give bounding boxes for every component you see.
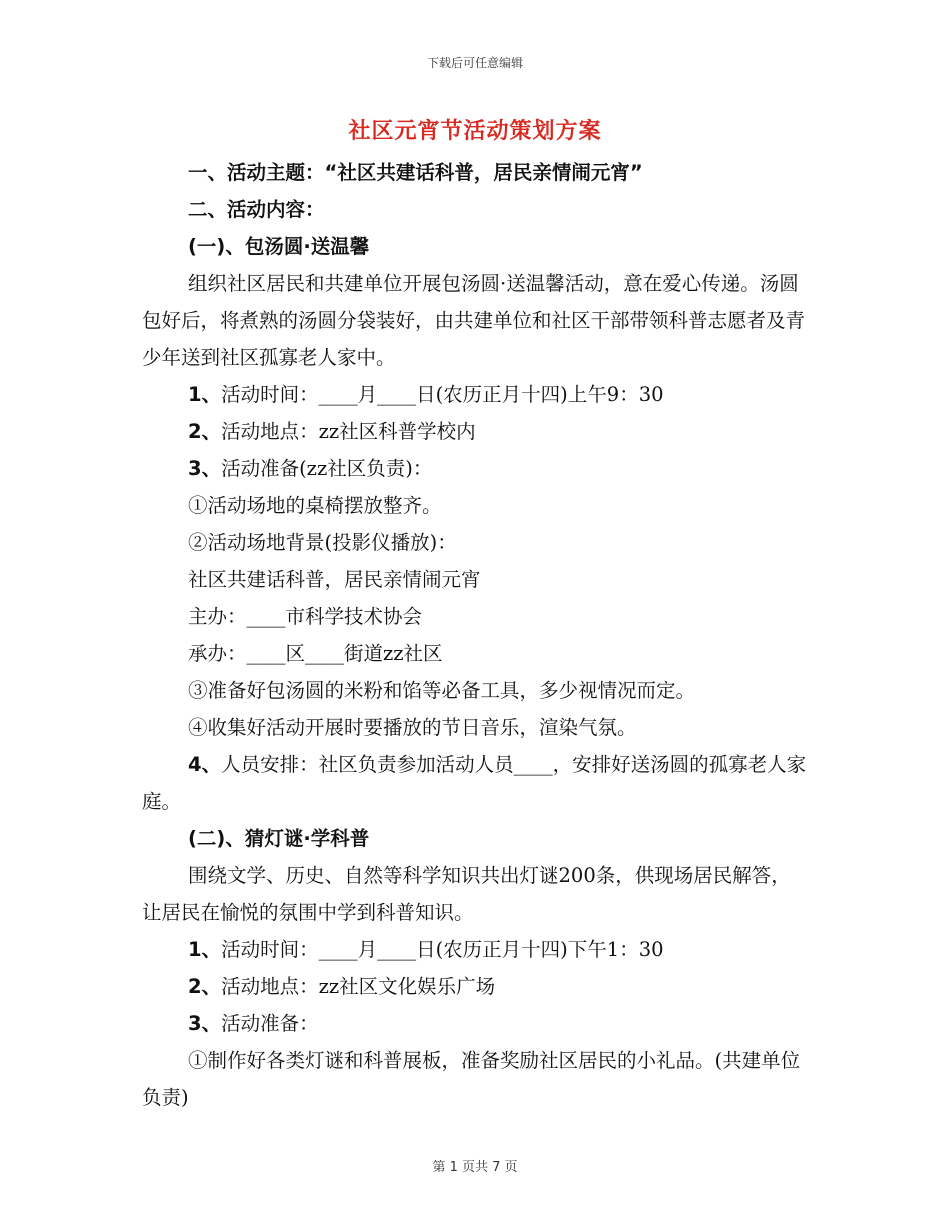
list-number: 3、 [188, 457, 222, 480]
list-text: 活动地点：zz社区科普学校内 [221, 420, 476, 443]
text-line: 社区共建话科普，居民亲情闹元宵 [188, 568, 481, 591]
text-line: 承办：____区____街道zz社区 [188, 642, 443, 665]
text-line: ②活动场地背景(投影仪播放)： [188, 531, 457, 554]
list-number: 2、 [188, 420, 222, 443]
section-content: 二、活动内容： [188, 198, 325, 221]
list-text: 活动时间：____月____日(农历正月十四)下午1：30 [221, 938, 664, 961]
subsection-1-title: (一)、包汤圆·送温馨 [188, 235, 370, 258]
text-line: ④收集好活动开展时要播放的节日音乐，渲染气氛。 [188, 716, 637, 739]
text-line: 主办：____市科学技术协会 [188, 605, 423, 628]
list-item [142, 376, 810, 413]
paragraph: 围绕文学、历史、自然等科学知识共出灯谜200条，供现场居民解答，让居民在愉悦的氛围中学到科普知识。 [142, 864, 791, 924]
list-text: 活动地点：zz社区文化娱乐广场 [221, 975, 496, 998]
list-item [142, 931, 810, 968]
list-number: 1、 [188, 383, 222, 406]
list-item [142, 968, 810, 1005]
subsection-2-title: (二)、猜灯谜·学科普 [188, 827, 370, 850]
paragraph: 组织社区居民和共建单位开展包汤圆·送温馨活动，意在爱心传递。汤圆包好后，将煮熟的汤圆分袋装好，由共建单位和社区干部带领科普志愿者及青少年送到社区孤寡老人家中。 [142, 272, 806, 369]
document-body [142, 154, 810, 1116]
list-number: 3、 [188, 1012, 222, 1035]
list-item [142, 413, 810, 450]
list-item [142, 450, 810, 487]
list-item [142, 1005, 810, 1042]
list-item [142, 746, 810, 820]
page-header: 下载后可任意编辑 [426, 56, 523, 70]
page-footer: 第 1 页共 7 页 [432, 1160, 518, 1175]
text-line: ③准备好包汤圆的米粉和馅等必备工具，多少视情况而定。 [188, 679, 696, 702]
section-theme: 一、活动主题：“社区共建话科普，居民亲情闹元宵” [188, 161, 643, 184]
list-number: 2、 [188, 975, 222, 998]
list-text: 活动准备： [221, 1012, 319, 1035]
list-number: 4、 [188, 753, 222, 776]
list-text: 活动时间：____月____日(农历正月十四)上午9：30 [221, 383, 664, 406]
list-text: 人员安排：社区负责参加活动人员____，安排好送汤圆的孤寡老人家庭。 [142, 753, 807, 813]
list-text: 活动准备(zz社区负责)： [221, 457, 433, 480]
text-line: ①活动场地的桌椅摆放整齐。 [188, 494, 442, 517]
page-title: 社区元宵节活动策划方案 [348, 119, 602, 144]
list-number: 1、 [188, 938, 222, 961]
paragraph: ①制作好各类灯谜和科普展板，准备奖励社区居民的小礼品。(共建单位负责) [142, 1049, 801, 1109]
